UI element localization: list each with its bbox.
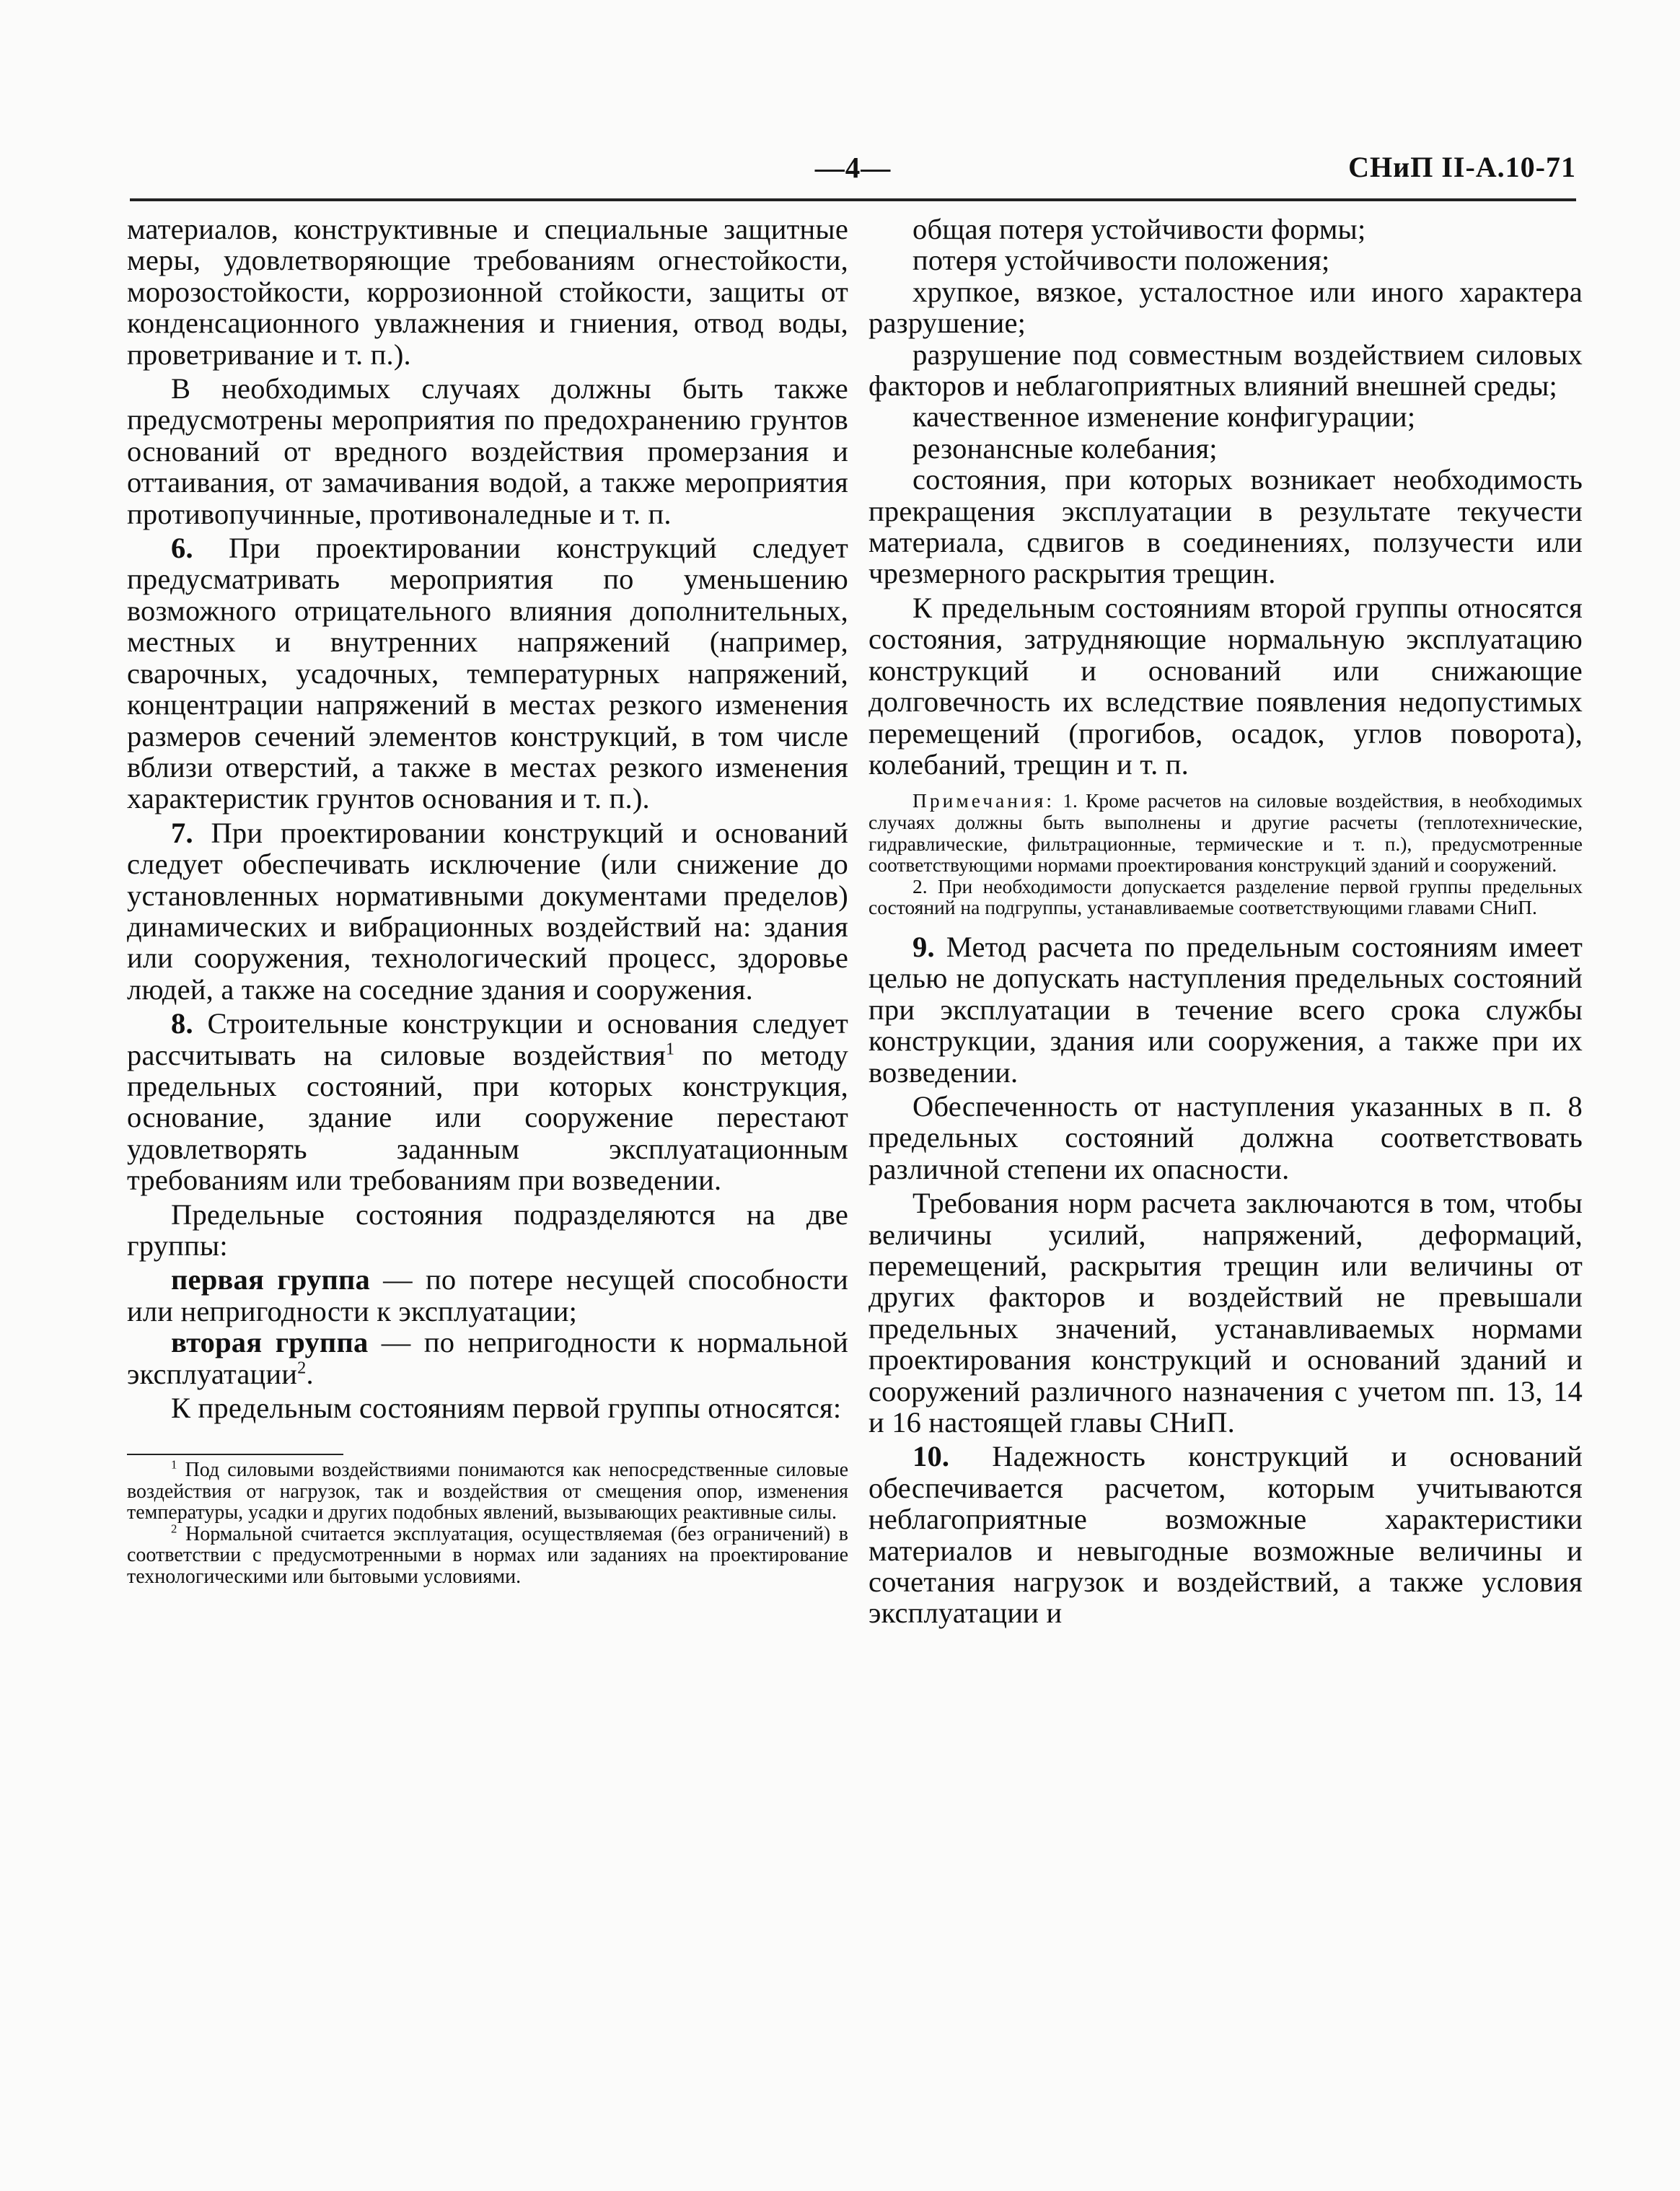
notes-label: Примечания: — [912, 789, 1055, 812]
clause-text: При проектировании конструкций следует предусматривать мероприятия по уменьшению возможного отрицательного влияния дополнительных, местных и внутренних напряжений (например, сварочных, усадочных, температурных напряжений, концентрации напряжений в местах резкого изменения размеров сечений элементов конструкций, в том числе вблизи отверстий, а также в местах резкого изменения характеристик грунтов основания и т. п.). — [127, 532, 848, 815]
term: первая группа — [171, 1263, 370, 1296]
paragraph: В необходимых случаях должны быть также предусмотрены мероприятия по предохранению грунтов оснований от вредного воздействия промерзания и оттаивания, от замачивания водой, а также мероприятия противопучинные, противоналедные и т. п. — [127, 372, 848, 530]
list-item: потеря устойчивости положения; — [912, 244, 1330, 277]
clause-6 — [127, 532, 848, 815]
document-code: СНиП II-А.10-71 — [1348, 151, 1576, 183]
paragraph: Обеспеченность от наступления указанных в п. 8 предельных состояний должна соответствовать различной степени их опасности. — [868, 1089, 1583, 1185]
clause-10 — [868, 1441, 1583, 1628]
clause-number: 9. — [912, 930, 935, 963]
list-item: разрушение под совместным воздействием силовых факторов и неблагоприятных влияний внешней среды; — [868, 338, 1583, 403]
punctuation: . — [306, 1357, 314, 1390]
notes-block — [868, 790, 1583, 918]
list-item: резонансные колебания; — [912, 431, 1218, 465]
definition: — по потере несущей способности или непригодности к эксплуатации; — [127, 1263, 848, 1327]
limit-states-list — [868, 214, 1583, 589]
footnote-text: Под силовыми воздействиями понимаются как непосредственные силовые воздействия от нагрузок, так и воздействия от смещения опор, изменения температуры, усадки и других подобных явлений, вызывающих реактивные силы. — [127, 1459, 848, 1524]
header-rule — [130, 198, 1576, 201]
footnote — [127, 1524, 848, 1588]
footnote-ref: 1 — [665, 1039, 675, 1059]
group-definition — [127, 1264, 848, 1327]
list-item: качественное изменение конфигурации; — [912, 400, 1416, 434]
clause-text: по методу предельных состояний, при которых конструкция, основание, здание или сооружение перестают удовлетворять заданным эксплуатационным требованиям или требованиям при возведении. — [127, 1038, 848, 1197]
group-definition — [127, 1327, 848, 1389]
note: 2. При необходимости допускается разделение первой группы предельных состояний на подгруппы, устанавливаемые соответствующими главами СНиП. — [868, 874, 1583, 919]
clause-number: 6. — [171, 532, 193, 565]
page-number: —4— — [814, 151, 892, 184]
paragraph: К предельным состояниям второй группы относятся состояния, затрудняющие нормальную эксплуатацию конструкций и оснований или снижающие долговечность их вследствие появления недопустимых перемещений (прогибов, осадок, углов поворота), колебаний, трещин и т. п. — [868, 591, 1583, 781]
list-item: общая потеря устойчивости формы; — [912, 213, 1366, 245]
term: вторая группа — [171, 1326, 369, 1359]
clause-number: 7. — [171, 816, 193, 849]
footnote-mark: 2 — [171, 1522, 177, 1536]
note-text: 1. Кроме расчетов на силовые воздействия, в необходимых случаях должны быть выполнены и другие расчеты (теплотехнические, гидравлические, фильтрационные, термические и т. п.), предусмотренные соответствующими нормами проектирования конструкций зданий и сооружений. — [868, 789, 1583, 877]
clause-text: Надежность конструкций и оснований обеспечивается расчетом, которым учитываются неблагоприятные возможные характеристики материалов и невыгодные возможные величины и сочетания нагрузок и воздействий, а также условия эксплуатации и — [868, 1440, 1583, 1630]
clause-9 — [868, 931, 1583, 1088]
paragraph: Предельные состояния подразделяются на две группы: — [127, 1198, 848, 1262]
footnote-mark: 1 — [171, 1458, 177, 1472]
paragraph: К предельным состояниям первой группы относятся: — [171, 1392, 842, 1425]
footnote — [127, 1459, 848, 1524]
clause-number: 8. — [171, 1007, 193, 1040]
clause-text: Метод расчета по предельным состояниям имеет целью не допускать наступления предельных состояний при эксплуатации в течение всего срока службы конструкции, здания или сооружения, а также при их возведении. — [868, 930, 1583, 1089]
clause-number: 10. — [912, 1440, 950, 1473]
list-item: хрупкое, вязкое, усталостное или иного характера разрушение; — [868, 275, 1583, 340]
note — [868, 790, 1583, 875]
left-column — [127, 214, 848, 1587]
footnote-text: Нормальной считается эксплуатация, осуществляемая (без ограничений) в соответствии с предусмотренными в нормах или заданиях на проектирование технологическими или бытовыми условиями. — [127, 1522, 848, 1588]
clause-text: При проектировании конструкций и оснований следует обеспечивать исключение (или снижение до установленных нормативными документами пределов) динамических и вибрационных воздействий на: здания или сооружения, технологический процесс, здоровье людей, а также на соседние здания и сооружения. — [127, 816, 848, 1006]
footnote-rule — [127, 1454, 343, 1455]
clause-7 — [127, 817, 848, 1005]
page-header — [130, 150, 1576, 193]
list-item: состояния, при которых возникает необходимость прекращения эксплуатации в результате текучести материала, сдвигов в соединениях, ползучести или чрезмерного раскрытия трещин. — [868, 463, 1583, 590]
paragraph: Требования норм расчета заключаются в том, чтобы величины усилий, напряжений, деформаций, перемещений, раскрытия трещин или величины от других факторов и воздействий не превышали предельных значений, устанавливаемых нормами проектирования конструкций и оснований зданий и сооружений различного назначения с учетом пп. 13, 14 и 16 настоящей главы СНиП. — [868, 1187, 1583, 1439]
definition: — по непригодности к нормальной эксплуатации — [127, 1326, 848, 1390]
paragraph: материалов, конструктивные и специальные защитные меры, удовлетворяющие требованиям огнестойкости, морозостойкости, коррозионной стойкости, защиты от конденсационного увлажнения и гниения, отвод воды, проветривание и т. п.). — [127, 213, 848, 371]
footnote-ref: 2 — [297, 1358, 307, 1378]
right-column — [868, 214, 1583, 1629]
clause-text: Строительные конструкции и основания следует рассчитывать на силовые воздействия — [127, 1007, 848, 1071]
clause-8 — [127, 1008, 848, 1195]
